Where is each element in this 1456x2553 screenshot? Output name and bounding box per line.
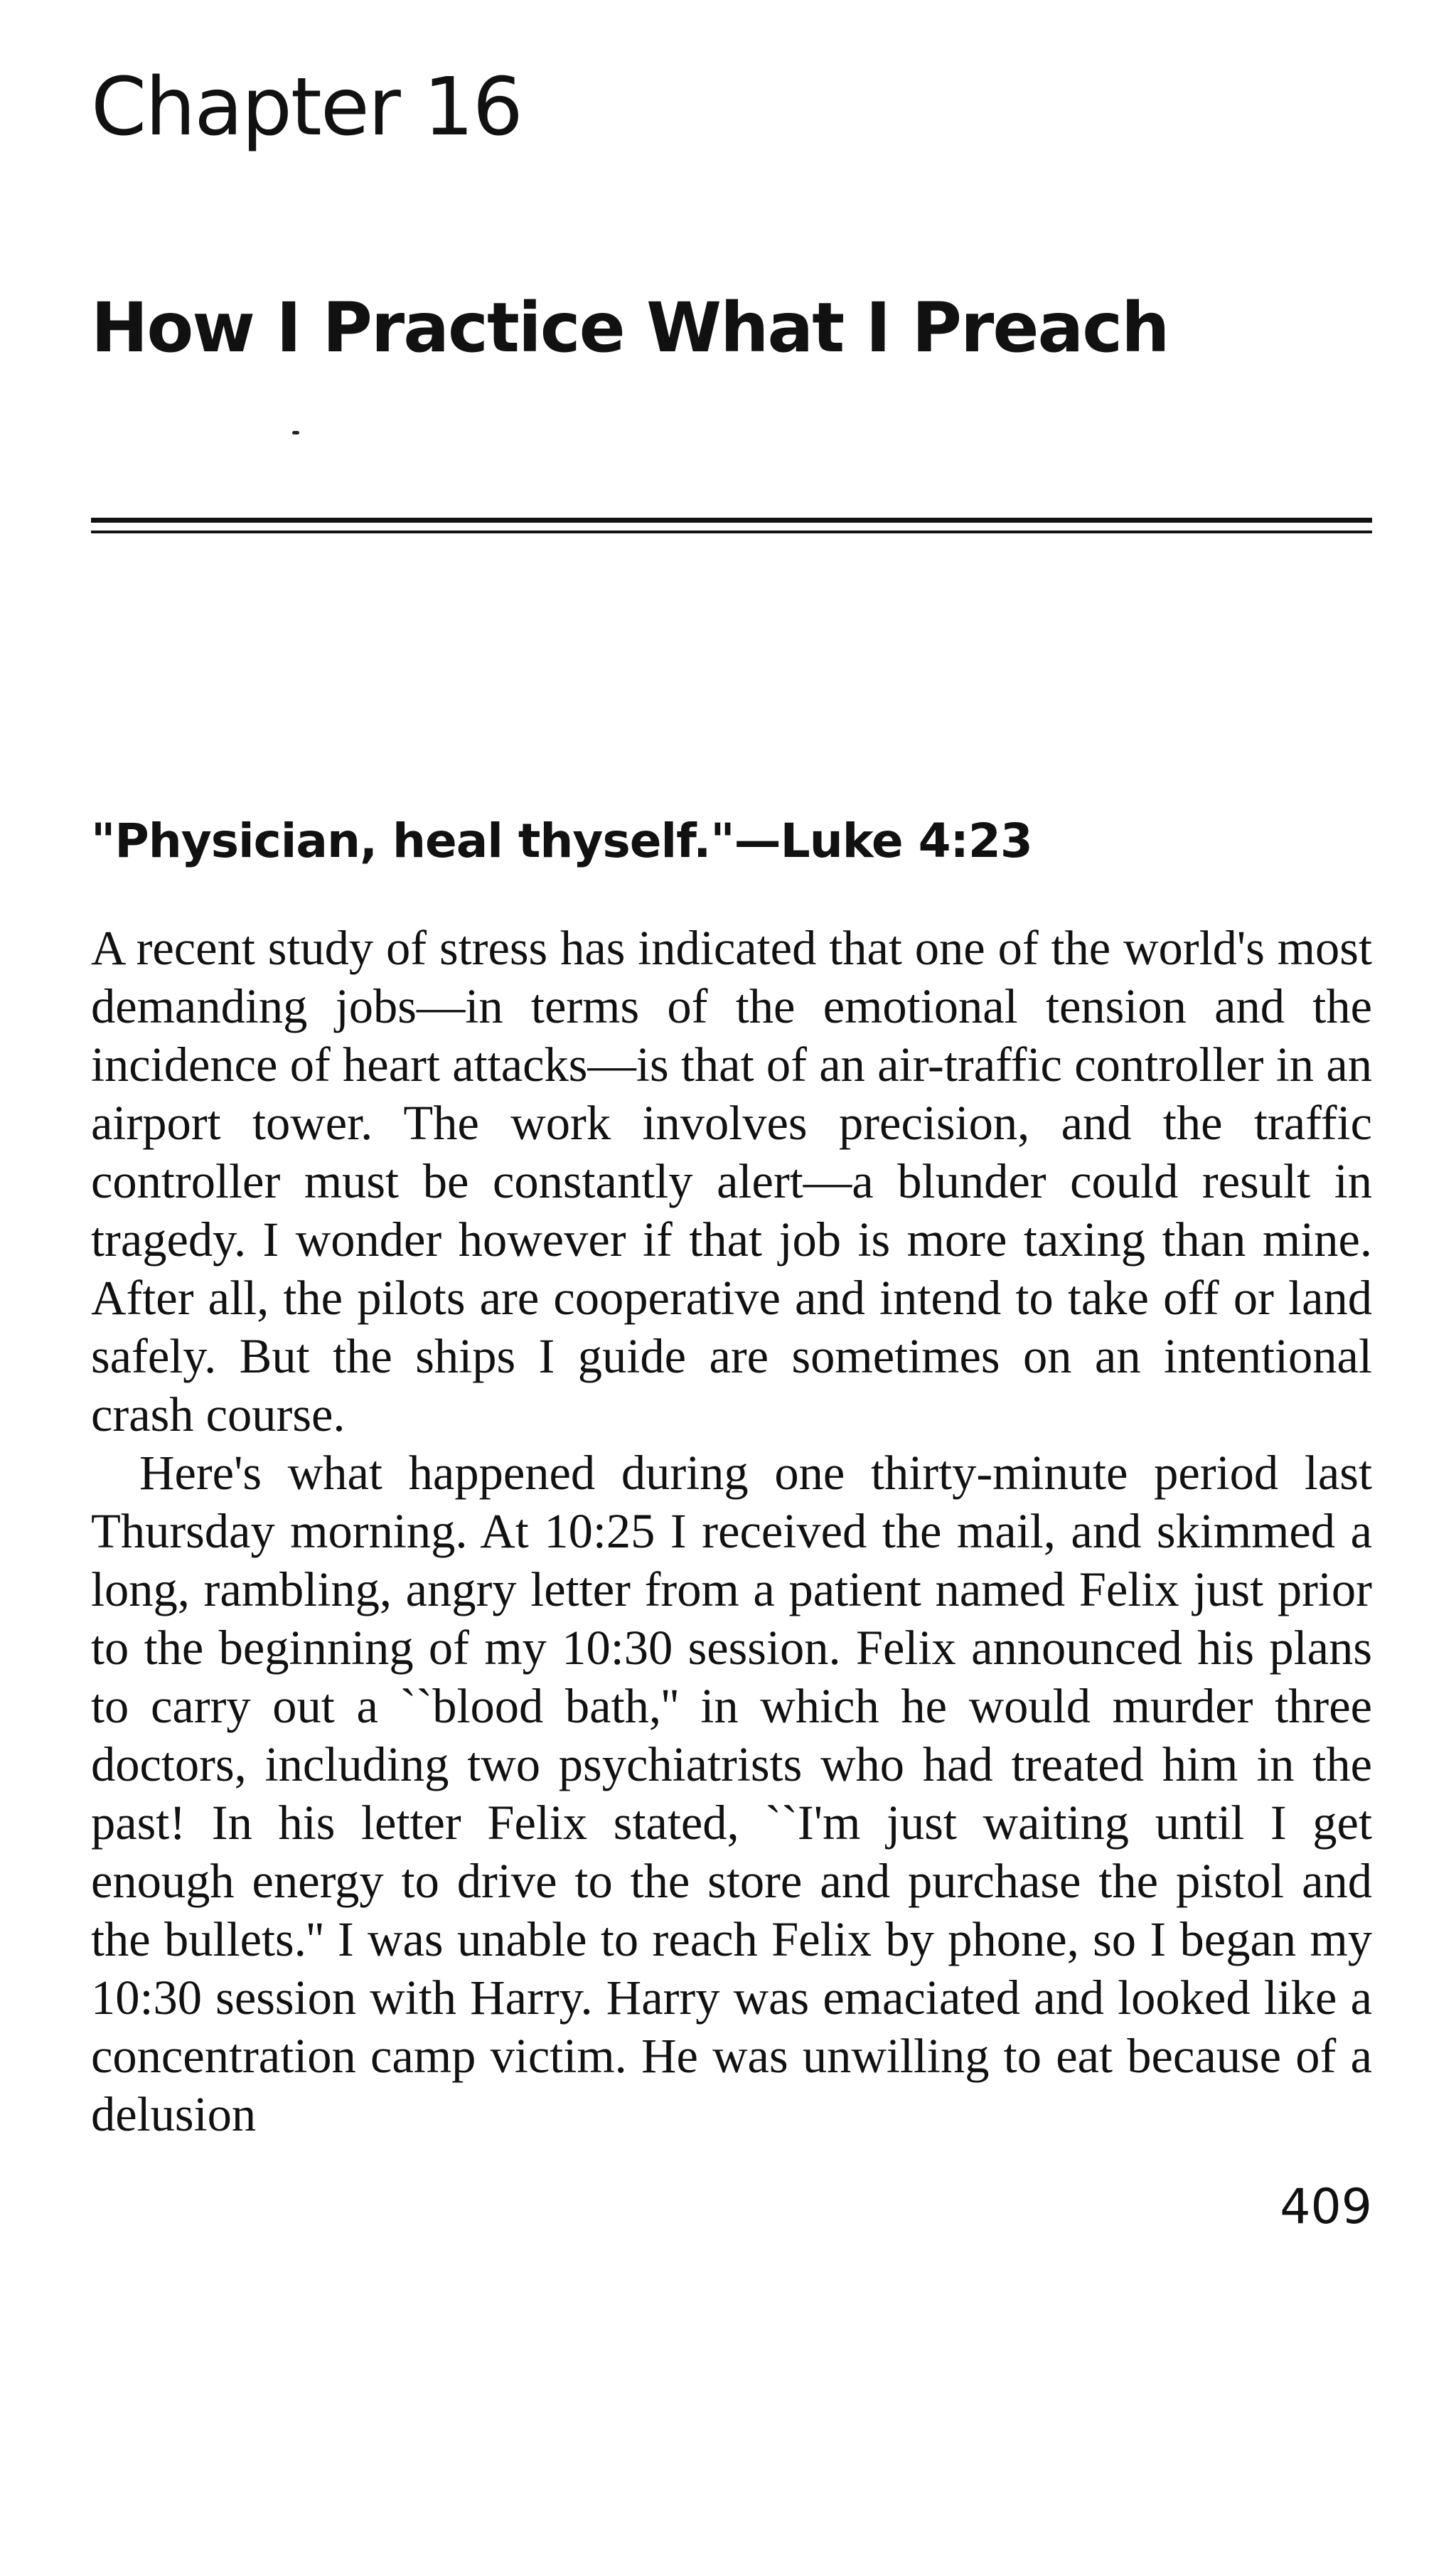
chapter-label: Chapter 16: [91, 61, 522, 154]
chapter-title: How I Practice What I Preach: [91, 288, 1169, 368]
title-rule-thick: [91, 518, 1372, 523]
body-text: [91, 919, 1372, 2143]
body-paragraph: A recent study of stress has indicated that one of the world's most demanding jobs—in terms of the emotional tension and the incidence of heart attacks—is that of an air-traffic controller in an airport tower. The work involves precision, and the traffic controller must be constantly alert—a blunder could result in tragedy. I wonder however if that job is more taxing than mine. After all, the pilots are cooperative and intend to take off or land safely. But the ships I guide are sometimes on an intentional crash course.: [91, 921, 1372, 1441]
body-paragraph: Here's what happened during one thirty-minute period last Thursday morning. At 10:25 I received the mail, and skimmed a long, rambling, angry letter from a patient named Felix just prior to the beginning of my 10:30 session. Felix announced his plans to carry out a ``blood bath,'' in which he would murder three doctors, including two psychiatrists who had treated him in the past! In his letter Felix stated, ``I'm just waiting until I get enough energy to drive to the store and purchase the pistol and the bullets.'' I was unable to reach Felix by phone, so I began my 10:30 session with Harry. Harry was emaciated and looked like a concentration camp victim. He was unwilling to eat because of a delusion: [91, 1446, 1372, 2141]
page-number: 409: [1280, 2179, 1372, 2235]
print-speck: [292, 431, 299, 435]
title-rule-thin: [91, 531, 1372, 533]
epigraph: "Physician, heal thyself."—Luke 4:23: [91, 814, 1032, 868]
